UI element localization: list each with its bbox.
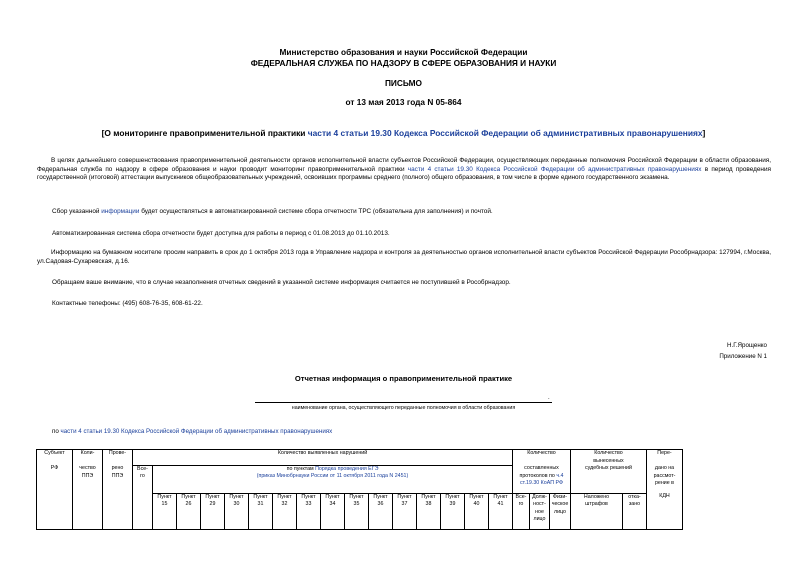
header-decisions-cont	[571, 465, 647, 493]
point-word: Пункт	[229, 493, 244, 500]
ministry-order-link[interactable]: (приказ Минобрнауки России от 11 октября 2011 года N 2451)	[256, 473, 409, 479]
paragraph-1-text-b: в период проведения государственной (итоговой) аттестации выпускников общеобразовательных учреждений, освоивших программы среднего (полного) общего образования, в том числе в форме единого государственного экзамена.	[37, 165, 771, 182]
protocols-total	[513, 493, 530, 529]
header-transfer-end	[647, 493, 683, 529]
header-subject-line1: Субъект	[44, 450, 65, 456]
point-cell	[369, 493, 393, 529]
protocols-article-link[interactable]: ст.19.30 КоАП РФ	[520, 480, 563, 486]
point-word: Пункт	[181, 493, 196, 500]
point-cell	[345, 493, 369, 529]
report-reference-link[interactable]: части 4 статьи 19.30 Кодекса Российской Федерации об административных правонарушениях	[60, 428, 333, 435]
point-cell	[441, 493, 465, 529]
decisions-refuse	[623, 493, 647, 529]
point-number: 40	[473, 501, 480, 507]
header-transfer-line1: Пере-	[657, 450, 672, 456]
official-line3: ное	[535, 508, 544, 515]
point-word: Пункт	[469, 493, 484, 500]
appendix-label: Приложение N 1	[719, 353, 767, 360]
protocols-official	[530, 493, 550, 529]
point-number: 34	[329, 501, 336, 507]
header-decisions-line2: вынесенных	[593, 457, 624, 464]
point-word: Пункт	[493, 493, 508, 500]
header-prove-line1: Прове-	[108, 450, 127, 456]
header-transfer-line4: рение в	[654, 480, 674, 486]
header-prove-cont	[103, 465, 133, 493]
report-reference	[52, 428, 332, 435]
header-total-line1: Все-	[137, 465, 148, 472]
subject-law-link[interactable]: части 4 статьи 19.30 Кодекса Российской Федерации об административных правонарушениях	[307, 128, 703, 138]
paragraph-6: Контактные телефоны: (495) 608-76-35, 608-61-22.	[52, 300, 203, 307]
point-cell	[393, 493, 417, 529]
point-number: 29	[209, 501, 216, 507]
header-koli-line1: Коли-	[80, 450, 95, 456]
header-decisions	[571, 450, 647, 466]
point-word: Пункт	[253, 493, 268, 500]
header-subject-end	[37, 493, 73, 529]
header-prove-end	[103, 493, 133, 529]
point-cell	[273, 493, 297, 529]
header-decisions-line3: судебных решений	[585, 465, 632, 471]
header-koli-line3: ППЭ	[81, 472, 94, 479]
point-word: Пункт	[373, 493, 388, 500]
point-number: 37	[401, 501, 408, 507]
point-word: Пункт	[421, 493, 436, 500]
header-protocols	[513, 450, 571, 466]
point-word: Пункт	[277, 493, 292, 500]
paragraph-2	[52, 208, 493, 215]
document-date: от 13 мая 2013 года N 05-864	[345, 97, 462, 107]
official-line1: Долж-	[532, 493, 547, 500]
report-reference-prefix: по	[52, 428, 61, 435]
decisions-fine: Наложено штрафов	[571, 493, 623, 529]
header-koli-end	[73, 493, 103, 529]
signature: Н.Г.Ярощенко	[727, 342, 767, 349]
point-number: 33	[305, 501, 312, 507]
protocols-total-line2: го	[518, 501, 524, 507]
point-number: 36	[377, 501, 384, 507]
header-protocols-line2: составленных	[524, 465, 559, 471]
report-dot: .	[548, 395, 550, 401]
organ-name-caption: наименование органа, осуществляющего переданные полномочия в области образования	[291, 405, 516, 411]
protocols-physical	[550, 493, 571, 529]
point-cell	[177, 493, 201, 529]
point-cell	[417, 493, 441, 529]
header-koli	[73, 450, 103, 466]
protocols-total-line1: Все-	[515, 493, 527, 500]
point-number: 32	[281, 501, 288, 507]
point-word: Пункт	[445, 493, 460, 500]
report-table	[36, 449, 683, 530]
header-prove-line2: рено	[111, 465, 124, 471]
paragraph-4: Информацию на бумажном носителе просим направить в срок до 1 октября 2013 года в Управление надзора и контроля за деятельностью органов исполнительной власти субъектов Российской Федерации Рособрнадзора: 127994, г.Москва, ул.Садовая-Сухаревская, д.16.	[37, 249, 771, 265]
header-transfer-cont	[647, 465, 683, 493]
paragraph-1	[37, 157, 771, 183]
paragraph-2-text-b: будет осуществляться в автоматизированной системе сбора отчетности ТРС (обязательна для заполнения) и почтой.	[139, 208, 493, 215]
point-word: Пункт	[301, 493, 316, 500]
point-word: Пункт	[349, 493, 364, 500]
service-name: ФЕДЕРАЛЬНАЯ СЛУЖБА ПО НАДЗОРУ В СФЕРЕ ОБРАЗОВАНИЯ И НАУКИ	[250, 58, 557, 68]
header-protocols-line3: протоколов по	[519, 472, 557, 479]
paragraph-2-text-a: Сбор указанной	[52, 208, 102, 215]
point-word: Пункт	[205, 493, 220, 500]
point-cell	[297, 493, 321, 529]
header-decisions-line1: Количество	[594, 450, 623, 456]
refuse-line1: отка-	[628, 493, 641, 500]
point-cell	[225, 493, 249, 529]
ministry-name: Министерство образования и науки Российской Федерации	[279, 47, 528, 57]
point-word: Пункт	[325, 493, 340, 500]
paragraph-1-law-link[interactable]: части 4 статьи 19.30 Кодекса Российской Федерации об административных правонарушениях	[407, 165, 702, 173]
information-link[interactable]: информации	[101, 208, 140, 215]
point-number: 35	[353, 501, 360, 507]
header-total-line2: го	[140, 473, 145, 479]
point-cell	[465, 493, 489, 529]
report-title: Отчетная информация о правоприменительной практике	[294, 374, 513, 383]
point-number: 39	[449, 501, 456, 507]
point-cell	[489, 493, 513, 529]
header-subject-cont	[37, 465, 73, 493]
point-number: 26	[185, 501, 192, 507]
point-number: 15	[161, 501, 168, 507]
header-violations: Количество выявленных нарушений	[133, 450, 513, 466]
physical-line3: лицо	[554, 508, 566, 515]
point-word: Пункт	[397, 493, 412, 500]
official-line4: лицо	[533, 516, 546, 522]
header-protocols-cont	[513, 465, 571, 493]
official-line2: ност-	[533, 501, 546, 507]
paragraph-5: Обращаем ваше внимание, что в случае незаполнения отчетных сведений в указанной системе информация считается не поступившей в Рособрнадзор.	[52, 279, 511, 286]
point-cell	[153, 493, 177, 529]
point-number: 41	[497, 501, 504, 507]
header-subject	[37, 450, 73, 466]
header-transfer-line3: рассмот-	[653, 472, 676, 479]
point-number: 31	[257, 501, 264, 507]
header-subject-line2: РФ	[50, 465, 59, 471]
physical-line1: Физи-	[552, 493, 568, 500]
protocols-part-link[interactable]: ч.4	[556, 472, 564, 479]
header-points	[153, 465, 513, 493]
subject-suffix: ]	[702, 128, 706, 138]
header-prove-line3: ППЭ	[111, 472, 124, 479]
paragraph-1-text-a: В целях дальнейшего совершенствования правоприменительной деятельности органов исполнительной власти субъектов Российской Федерации, осуществляющих переданные полномочия Российской Федерации в области образования, Федеральная служба по надзору в сфере образования и науки проводит мониторинг правоприменительной практики	[37, 157, 771, 173]
header-transfer	[647, 450, 683, 466]
header-transfer-line2: дано на	[654, 465, 675, 471]
point-number: 30	[233, 501, 240, 507]
paragraph-3: Автоматизированная система сбора отчетности будет доступна для работы в период с 01.08.2013 до 01.10.2013.	[52, 230, 390, 237]
header-total-end	[133, 493, 153, 529]
point-cell	[201, 493, 225, 529]
header-protocols-line1: Количество	[527, 450, 556, 456]
point-word: Пункт	[157, 493, 172, 500]
header-total	[133, 465, 153, 493]
physical-line2: ческое	[551, 501, 569, 507]
header-prove	[103, 450, 133, 466]
document-subject	[30, 128, 777, 138]
header-koli-cont	[73, 465, 103, 493]
document-type: ПИСЬМО	[384, 78, 423, 88]
point-number: 38	[425, 501, 432, 507]
organ-name-line	[255, 402, 552, 403]
subject-prefix: [О мониторинге правоприменительной практики	[101, 128, 308, 138]
header-koli-line2: чество	[79, 465, 96, 471]
point-cell	[321, 493, 345, 529]
point-cell	[249, 493, 273, 529]
header-points-prefix: по пунктам	[286, 465, 316, 472]
ege-procedure-link[interactable]: Порядка проведения ЕГЭ	[315, 465, 379, 472]
header-transfer-line5: КДН	[659, 493, 670, 499]
refuse-line2: зано	[628, 501, 641, 507]
